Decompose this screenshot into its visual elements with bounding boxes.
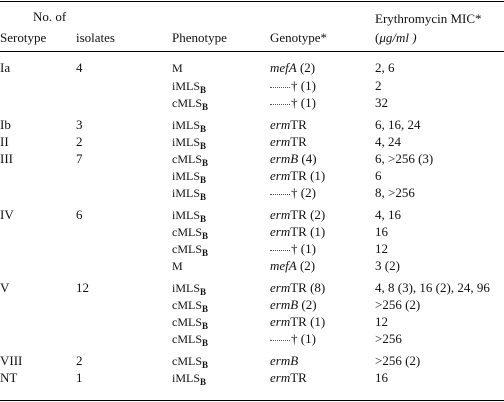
phenotype-cell: cMLS$_B$ <box>172 354 209 370</box>
serotype-cell: II <box>0 134 9 149</box>
phenotype-cell: cMLS$_B$ <box>172 242 209 258</box>
phenotype-cell: iMLS$_B$ <box>172 169 207 185</box>
top-rule <box>0 1 504 2</box>
phenotype-cell: cMLS$_B$ <box>172 298 209 314</box>
header-mic-line1: Erythromycin MIC* <box>375 11 482 26</box>
mic-cell: 16 <box>375 224 388 239</box>
phenotype-cell: iMLS$_B$ <box>172 208 207 224</box>
isolate-count-cell: 2 <box>76 353 83 368</box>
genotype-cell: ermTR <box>270 370 307 385</box>
phenotype-cell: cMLS$_B$ <box>172 96 209 112</box>
mic-cell: 6, >256 (3) <box>375 151 434 166</box>
genotype-cell: ermTR (1) <box>270 314 326 329</box>
isolate-count-cell: 3 <box>76 117 83 132</box>
genotype-cell: ermB (4) <box>270 151 317 166</box>
isolate-count-cell: 7 <box>76 151 83 166</box>
genotype-cell: ermTR (1) <box>270 224 326 239</box>
header-phenotype: Phenotype <box>172 30 227 45</box>
genotype-cell: ermTR (8) <box>270 280 326 295</box>
phenotype-cell: cMLS$_B$ <box>172 315 209 331</box>
mic-cell: >256 <box>375 331 402 346</box>
genotype-cell: † (1) <box>270 95 316 110</box>
phenotype-cell: iMLS$_B$ <box>172 79 207 95</box>
header-mic-line2: (μg/ml ) <box>375 30 417 45</box>
phenotype-cell: iMLS$_B$ <box>172 281 207 297</box>
phenotype-cell: iMLS$_B$ <box>172 371 207 387</box>
mic-cell: 16 <box>375 370 388 385</box>
genotype-cell: ermTR (2) <box>270 207 326 222</box>
mic-cell: 12 <box>375 314 388 329</box>
header-genotype: Genotype* <box>270 30 328 45</box>
phenotype-cell: cMLS$_B$ <box>172 225 209 241</box>
mic-cell: 4, 8 (3), 16 (2), 24, 96 <box>375 280 490 295</box>
mic-cell: 12 <box>375 241 388 256</box>
genotype-cell: ermB <box>270 353 299 368</box>
genotype-cell: mefA (2) <box>270 258 316 273</box>
mic-cell: 4, 16 <box>375 207 401 222</box>
genotype-cell: ermB (2) <box>270 297 317 312</box>
isolate-count-cell: 12 <box>76 280 89 295</box>
phenotype-cell: iMLS$_B$ <box>172 135 207 151</box>
phenotype-cell: M <box>172 259 183 273</box>
genotype-cell: ermTR <box>270 117 307 132</box>
genotype-cell: † (1) <box>270 241 316 256</box>
mic-cell: 3 (2) <box>375 258 400 273</box>
mic-cell: 32 <box>375 95 388 110</box>
header-isolates-line1: No. of <box>33 9 67 24</box>
phenotype-cell: iMLS$_B$ <box>172 118 207 134</box>
mic-cell: 6, 16, 24 <box>375 117 421 132</box>
serotype-cell: NT <box>0 370 18 385</box>
genotype-cell: mefA (2) <box>270 60 316 75</box>
dotted-leader <box>270 185 290 195</box>
dotted-leader <box>270 241 290 251</box>
serotype-cell: V <box>0 280 10 295</box>
isolate-count-cell: 2 <box>76 134 83 149</box>
genotype-cell: ermTR <box>270 134 307 149</box>
mic-cell: 8, >256 <box>375 185 415 200</box>
bottom-rule <box>0 400 504 401</box>
phenotype-cell: cMLS$_B$ <box>172 332 209 348</box>
header-isolates-line2: isolates <box>76 30 115 45</box>
genotype-cell: † (2) <box>270 185 316 200</box>
header-rule <box>0 51 504 52</box>
phenotype-cell: iMLS$_B$ <box>172 186 207 202</box>
mic-cell: >256 (2) <box>375 297 421 312</box>
mic-cell: >256 (2) <box>375 353 421 368</box>
mic-cell: 2 <box>375 78 382 93</box>
isolate-count-cell: 4 <box>76 60 83 75</box>
mic-cell: 2, 6 <box>375 60 395 75</box>
dotted-leader <box>270 95 290 105</box>
dotted-leader <box>270 331 290 341</box>
phenotype-cell: M <box>172 61 183 75</box>
genotype-cell: ermTR (1) <box>270 168 326 183</box>
isolate-count-cell: 6 <box>76 207 83 222</box>
genotype-cell: † (1) <box>270 78 316 93</box>
serotype-cell: VIII <box>0 353 23 368</box>
serotype-cell: Ia <box>0 60 11 75</box>
dotted-leader <box>270 78 290 88</box>
header-serotype: Serotype <box>0 30 47 45</box>
mic-cell: 4, 24 <box>375 134 401 149</box>
serotype-cell: III <box>0 151 13 166</box>
mic-cell: 6 <box>375 168 382 183</box>
genotype-cell: † (1) <box>270 331 316 346</box>
isolate-count-cell: 1 <box>76 370 83 385</box>
serotype-cell: IV <box>0 207 14 222</box>
phenotype-cell: cMLS$_B$ <box>172 152 209 168</box>
serotype-cell: Ib <box>0 117 11 132</box>
